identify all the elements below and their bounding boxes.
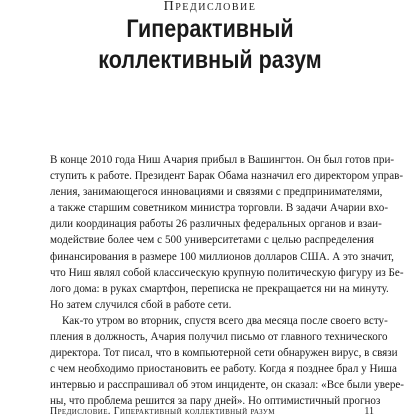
- text-line: лого дома: в руках смартфон, переписка не прекращается ни на минуту.: [50, 282, 389, 295]
- text-line: директора. Тот писал, что в компьютерной сети обнаружен вирус, в связи: [50, 347, 398, 360]
- section-label: Предисловие: [163, 0, 257, 14]
- text-line: пления в должность, Ачария получил письмо от главного технического: [50, 331, 388, 344]
- text-line: а также старшим советником министра торговли. В задачи Ачарии вхо-: [50, 202, 389, 215]
- text-line: что Ниш являл собой классическую крупную политическую фигуру из Бе-: [50, 266, 404, 279]
- chapter-title-line-1: Гиперактивный: [126, 15, 294, 43]
- body-text: [50, 152, 404, 410]
- text-line: модействие более чем с 500 университетами с целью распределения: [50, 234, 374, 247]
- text-line: финансирования в размере 100 миллионов долларов США. А это значит,: [50, 250, 394, 263]
- text-line: с чем необходимо приостановить ее работу. Когда я позднее брал у Ниша: [50, 363, 397, 376]
- text-line: интервью и расспрашивал об этом инциденте, он сказал: «Все были увере-: [50, 379, 404, 392]
- text-line: ступить к работе. Президент Барак Обама назначил его директором управ-: [50, 170, 404, 183]
- text-line: ления, занимающегося инновациями и связями с предпринимателями,: [50, 186, 383, 199]
- text-line: дили координация работы 26 различных федеральных органов и взаи-: [50, 218, 382, 231]
- page-footer: [50, 406, 374, 420]
- running-head: Предисловие. Гиперактивный коллективный разум: [50, 406, 275, 417]
- chapter-title-line-2: коллективный разум: [98, 46, 322, 74]
- text-line: Но затем случился сбой в работе сети.: [50, 298, 232, 311]
- text-line: ны, что проблема решится за пару дней». Но оптимистичный прогноз: [50, 395, 381, 408]
- text-line: Как-то утром во вторник, спустя всего два месяца после своего всту-: [62, 314, 388, 327]
- text-line: В конце 2010 года Ниш Ачария прибыл в Вашингтон. Он был готов при-: [50, 154, 395, 166]
- page-number: 11: [364, 406, 374, 417]
